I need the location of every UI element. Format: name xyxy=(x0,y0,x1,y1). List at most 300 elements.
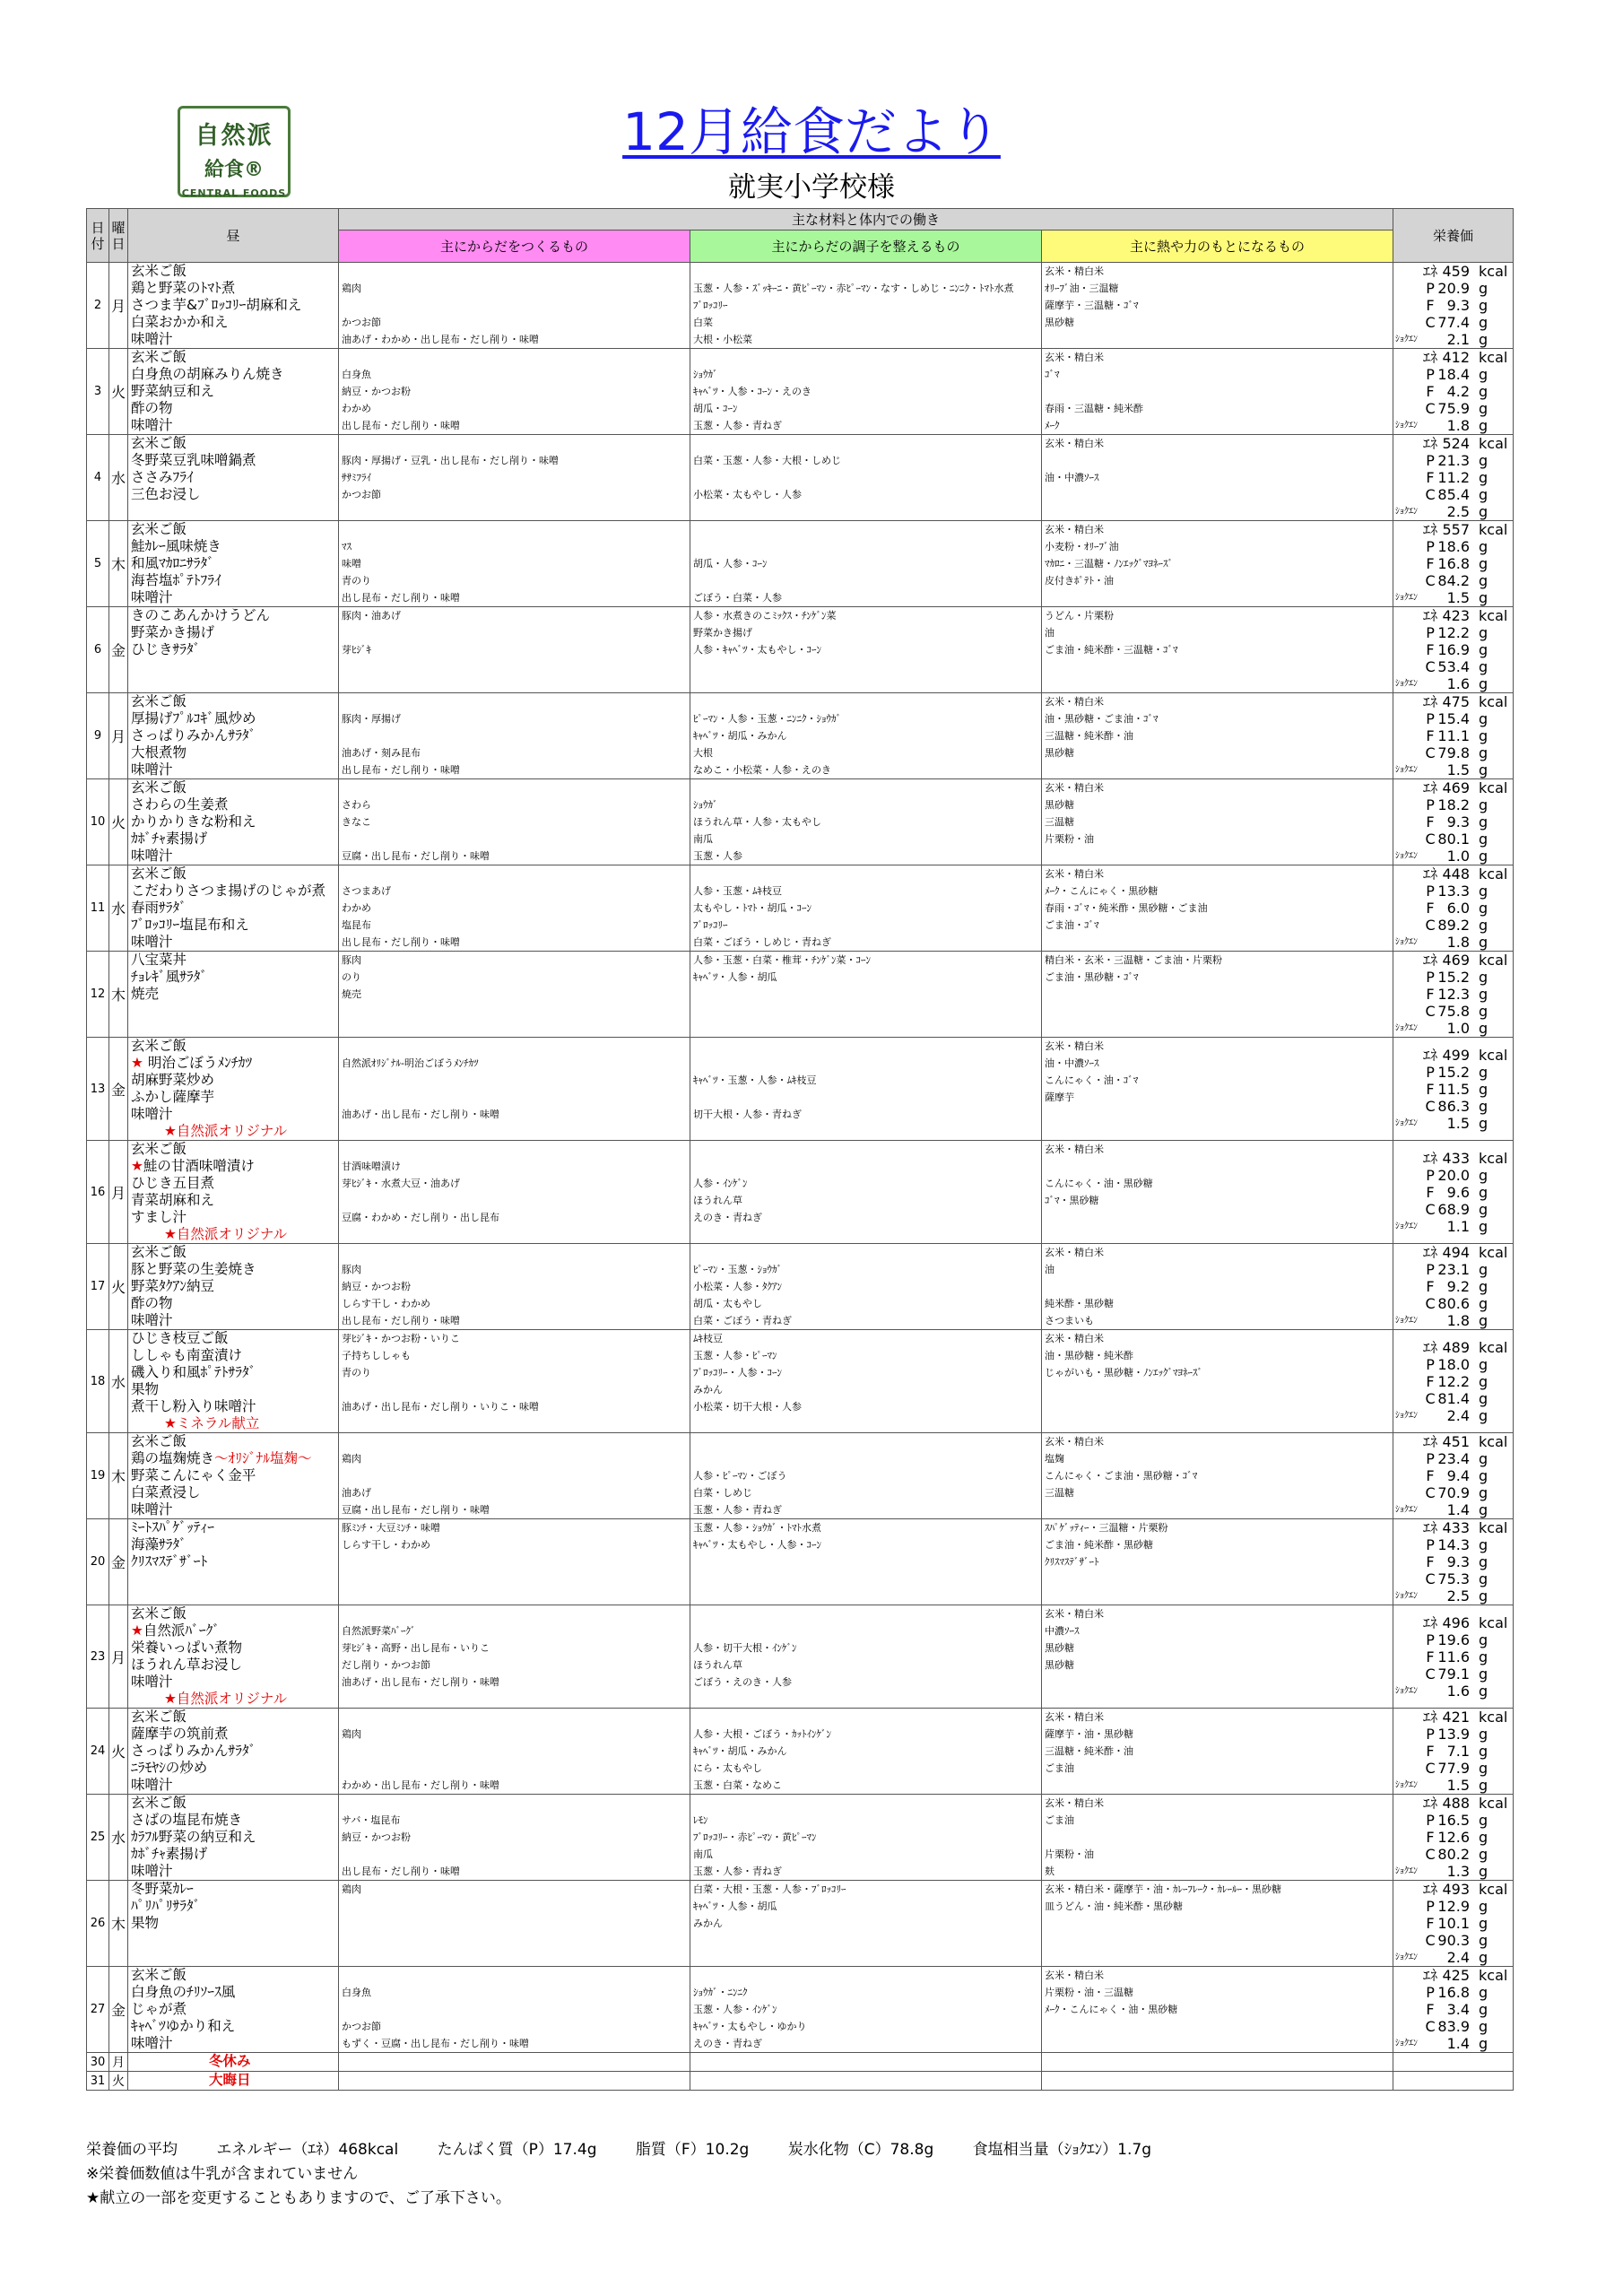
nutrient-unit: g xyxy=(1479,624,1488,641)
menu-cell xyxy=(128,693,339,779)
material-line xyxy=(339,1587,690,1605)
menu-text: 豚と野菜の生姜焼き xyxy=(131,1261,256,1277)
nutrient-key: P xyxy=(1426,1167,1435,1184)
build-cell xyxy=(339,1881,690,1967)
nutrient-value: 75.3 xyxy=(1437,1570,1471,1587)
nutrient-unit: g xyxy=(1479,1743,1488,1760)
material-line: 玄米・精白米 xyxy=(1045,868,1104,880)
material-line: 豚肉 xyxy=(342,1264,361,1275)
nutrient-value: 18.6 xyxy=(1437,538,1471,555)
menu-item xyxy=(128,1915,338,1932)
nutrient-value: 13.9 xyxy=(1437,1726,1471,1743)
nutrient-key: P xyxy=(1426,1898,1435,1915)
material-line xyxy=(690,1587,1041,1605)
material-line: かつお節 xyxy=(342,489,381,500)
material-line: 皮付きﾎﾟﾃﾄ・油 xyxy=(1045,575,1114,587)
energy-cell xyxy=(1042,1330,1393,1433)
nutrient-value: 21.3 xyxy=(1437,452,1471,469)
nutrient-row xyxy=(1393,710,1513,727)
material-line: 出し昆布・だし削り・味噌 xyxy=(342,764,460,776)
build-cell xyxy=(339,349,690,435)
material-line: 甘酒味噌漬け xyxy=(342,1161,401,1172)
weekday-cell: 水 xyxy=(109,1330,128,1433)
nutrient-row xyxy=(1393,1932,1513,1949)
build-cell xyxy=(339,521,690,607)
nutrient-unit: g xyxy=(1479,555,1488,572)
material-line: 麸 xyxy=(1045,1866,1055,1877)
material-line xyxy=(690,538,1041,555)
material-line: 玉葱・人参 xyxy=(693,850,742,862)
material-line xyxy=(1042,658,1393,675)
material-line: ほうれん草・人参・太もやし xyxy=(693,816,821,828)
material-line: のり xyxy=(342,971,361,983)
page-title-text: 12月給食だより xyxy=(622,101,1001,162)
nutrient-key: ｴﾈ xyxy=(1423,1339,1438,1356)
nutrient-value: 12.6 xyxy=(1437,1829,1471,1846)
nutrient-unit: g xyxy=(1479,1064,1488,1081)
menu-item xyxy=(128,331,338,348)
build-cell xyxy=(339,1330,690,1433)
nutrient-unit: kcal xyxy=(1479,1795,1508,1812)
nutrient-key: P xyxy=(1426,538,1435,555)
material-line xyxy=(339,521,690,538)
nutrient-row xyxy=(1393,1984,1513,2001)
nutrient-row xyxy=(1393,486,1513,503)
menu-item xyxy=(128,1709,338,1726)
nutrient-unit: g xyxy=(1479,486,1488,503)
material-line: 純米酢・黒砂糖 xyxy=(1045,1298,1114,1309)
day-row xyxy=(87,263,1514,349)
material-line: 豚ﾐﾝﾁ・大豆ﾐﾝﾁ・味噌 xyxy=(342,1522,440,1534)
material-line: 白身魚 xyxy=(342,1987,371,1998)
menu-item xyxy=(128,865,338,883)
nutrient-value: 75.9 xyxy=(1437,400,1471,417)
material-line: 玉葱・人参・ｽﾞｯｷｰﾆ・黄ﾋﾟｰﾏﾝ・赤ﾋﾟｰﾏﾝ・なす・しめじ・ﾆﾝﾆｸ・ﾄﾏﾄ水煮 xyxy=(693,283,1014,294)
nutrient-value: 2.1 xyxy=(1446,331,1471,348)
nutrient-value: 15.2 xyxy=(1437,969,1471,986)
nutrient-unit: g xyxy=(1479,1683,1488,1700)
menu-cell xyxy=(128,1795,339,1881)
nutrient-value: 499 xyxy=(1442,1047,1471,1064)
weekday-cell: 月 xyxy=(109,1141,128,1244)
day-row xyxy=(87,1244,1514,1330)
nutrient-value: 1.5 xyxy=(1446,1777,1471,1794)
nutrient-value: 448 xyxy=(1442,865,1471,883)
menu-cell xyxy=(128,1709,339,1795)
nutrient-unit: g xyxy=(1479,1278,1488,1295)
nutrient-row xyxy=(1393,1244,1513,1261)
nutrient-row xyxy=(1393,1373,1513,1390)
menu-cell xyxy=(128,1881,339,1967)
date-cell: 12 xyxy=(87,952,109,1038)
nutrient-key: ｼｮｸｴﾝ xyxy=(1395,679,1419,689)
material-line: ｽﾊﾟｹﾞｯﾃｨｰ・三温糖・片栗粉 xyxy=(1045,1522,1168,1534)
nutrient-value: 2.4 xyxy=(1446,1407,1471,1424)
nutrient-value: 9.3 xyxy=(1446,1553,1471,1570)
nutrient-unit: g xyxy=(1479,1450,1488,1467)
material-line: 出し昆布・だし削り・味噌 xyxy=(342,936,460,948)
nutrient-unit: kcal xyxy=(1479,952,1508,969)
nutrient-row xyxy=(1393,435,1513,452)
day-row xyxy=(87,1605,1514,1709)
menu-text: さつま芋&ﾌﾞﾛｯｺﾘｰ胡麻和え xyxy=(131,297,302,313)
nutrient-value: 7.1 xyxy=(1446,1743,1471,1760)
nutrient-value: 12.9 xyxy=(1437,1898,1471,1915)
energy-cell xyxy=(1042,1709,1393,1795)
material-line: ごま油・純米酢・黒砂糖 xyxy=(1045,1539,1153,1551)
nutrient-unit: kcal xyxy=(1479,1047,1508,1064)
material-line: サバ・塩昆布 xyxy=(342,1814,401,1826)
menu-cell xyxy=(128,2053,339,2072)
menu-table xyxy=(86,208,1514,2091)
nutrient-value: 86.3 xyxy=(1437,1098,1471,1115)
material-line xyxy=(1042,1777,1393,1794)
nutrient-unit: g xyxy=(1479,1467,1488,1484)
nutrient-value: 19.6 xyxy=(1437,1631,1471,1648)
menu-text: 味噌汁 xyxy=(131,1106,173,1122)
nutrient-key: P xyxy=(1426,1356,1435,1373)
material-line: かつお節 xyxy=(342,317,381,328)
empty-cell xyxy=(1042,2053,1393,2072)
nutrient-key: ｼｮｸｴﾝ xyxy=(1395,507,1419,517)
material-line xyxy=(1042,331,1393,348)
nutrient-key: ｼｮｸｴﾝ xyxy=(1395,1411,1419,1421)
menu-text: 冬野菜豆乳味噌鍋煮 xyxy=(131,452,256,468)
date-cell: 27 xyxy=(87,1967,109,2053)
nutrition-cell xyxy=(1393,1244,1514,1330)
nutrient-key: F xyxy=(1426,986,1435,1003)
day-row xyxy=(87,1038,1514,1141)
menu-text: 白菜おかか和え xyxy=(131,314,229,330)
avg-label: 栄養価の平均 xyxy=(86,2141,178,2159)
material-line: 胡瓜・人参・ｺｰﾝ xyxy=(693,558,768,570)
material-line xyxy=(1042,1106,1393,1123)
menu-item xyxy=(128,1330,338,1347)
material-line: 人参・ｲﾝｹﾞﾝ xyxy=(693,1178,748,1189)
material-line: 人参・ｷｬﾍﾞﾂ・太もやし・ｺｰﾝ xyxy=(693,644,821,656)
nutrient-row xyxy=(1393,1631,1513,1648)
nutrient-row xyxy=(1393,1881,1513,1898)
menu-text: 明治ごぼうﾒﾝﾁｶﾂ xyxy=(143,1055,253,1071)
build-cell xyxy=(339,1795,690,1881)
material-line xyxy=(690,1570,1041,1587)
nutrient-key: F xyxy=(1426,1467,1435,1484)
nutrient-value: 557 xyxy=(1442,521,1471,538)
weekday-cell: 水 xyxy=(109,435,128,521)
menu-text: こだわりさつま揚げのじゃが煮 xyxy=(131,883,326,899)
menu-item xyxy=(128,1003,338,1020)
material-line xyxy=(690,693,1041,710)
material-line: わかめ xyxy=(342,403,371,414)
menu-cell xyxy=(128,435,339,521)
menu-item xyxy=(128,366,338,383)
header-body-regulating: 主にからだの調子を整えるもの xyxy=(690,230,1042,263)
nutrition-cell xyxy=(1393,263,1514,349)
material-line: 油あげ・わかめ・出し昆布・だし削り・味噌 xyxy=(342,334,539,345)
nutrient-value: 1.5 xyxy=(1446,589,1471,606)
menu-item xyxy=(128,831,338,848)
menu-item xyxy=(128,1760,338,1777)
energy-cell xyxy=(1042,865,1393,952)
regulate-cell xyxy=(690,1433,1042,1519)
nutrient-key: F xyxy=(1426,1081,1435,1098)
material-line: ﾌﾞﾛｯｺﾘｰ・人参・ｺｰﾝ xyxy=(693,1367,782,1378)
menu-text: 玄米ご飯 xyxy=(131,521,187,537)
material-line: 南瓜 xyxy=(693,833,713,845)
menu-item xyxy=(128,1932,338,1949)
nutrient-row xyxy=(1393,1915,1513,1932)
nutrient-key: ｼｮｸｴﾝ xyxy=(1395,421,1419,430)
holiday-row xyxy=(87,2072,1514,2091)
regulate-cell xyxy=(690,1605,1042,1709)
menu-item xyxy=(128,1881,338,1898)
material-line: 人参・玉葱・白菜・椎茸・ﾁﾝｹﾞﾝ菜・ｺｰﾝ xyxy=(693,954,871,966)
material-line: ｷｬﾍﾞﾂ・人参・胡瓜 xyxy=(693,1900,777,1912)
menu-item xyxy=(128,1175,338,1192)
nutrient-row xyxy=(1393,589,1513,606)
material-line xyxy=(1042,1829,1393,1846)
nutrient-row xyxy=(1393,693,1513,710)
material-line xyxy=(1042,1003,1393,1020)
menu-item xyxy=(128,1674,338,1691)
nutrient-unit: g xyxy=(1479,503,1488,520)
material-line: 白菜 xyxy=(693,317,713,328)
menu-item xyxy=(128,555,338,572)
holiday-row xyxy=(87,2053,1514,2072)
material-line: みかん xyxy=(693,1384,723,1396)
material-line: ﾋﾟｰﾏﾝ・人参・玉葱・ﾆﾝﾆｸ・ｼｮｳｶﾞ xyxy=(693,713,841,725)
build-cell xyxy=(339,1038,690,1141)
menu-text: 味噌汁 xyxy=(131,1674,173,1690)
menu-item xyxy=(128,1261,338,1278)
nutrient-key: C xyxy=(1425,400,1436,417)
nutrient-value: 421 xyxy=(1442,1709,1471,1726)
date-cell: 24 xyxy=(87,1709,109,1795)
material-line: 納豆・かつお粉 xyxy=(342,386,411,397)
nutrient-row xyxy=(1393,1553,1513,1570)
nutrient-key: ｼｮｸｴﾝ xyxy=(1395,1686,1419,1696)
menu-item xyxy=(128,900,338,917)
header-main-materials: 主な材料と体内での働き xyxy=(339,209,1393,230)
nutrient-value: 451 xyxy=(1442,1433,1471,1450)
nutrient-value: 489 xyxy=(1442,1339,1471,1356)
avg-energy: エネルギー（ｴﾈ）468kcal xyxy=(216,2141,399,2159)
material-line: 人参・ﾋﾟｰﾏﾝ・ごぼう xyxy=(693,1470,787,1482)
material-line xyxy=(339,349,690,366)
menu-text: 玄米ご飯 xyxy=(131,435,187,451)
menu-text: 野菜こんにゃく金平 xyxy=(131,1467,256,1483)
menu-text: 玄米ご飯 xyxy=(131,1967,187,1983)
menu-item xyxy=(128,1295,338,1312)
nutrition-cell xyxy=(1393,865,1514,952)
material-line xyxy=(690,1226,1041,1243)
nutrition-cell xyxy=(1393,693,1514,779)
nutrient-unit: g xyxy=(1479,1201,1488,1218)
nutrient-unit: g xyxy=(1479,572,1488,589)
regulate-cell xyxy=(690,1244,1042,1330)
nutrient-key: F xyxy=(1426,900,1435,917)
material-line xyxy=(1042,1398,1393,1415)
menu-text: ｶﾎﾞﾁｬ素揚げ xyxy=(131,831,208,847)
holiday-label: 冬休み xyxy=(209,2053,251,2069)
menu-item xyxy=(128,624,338,641)
menu-text: 自然派ﾊﾞｰｸﾞ xyxy=(143,1622,221,1639)
nutrient-unit: g xyxy=(1479,744,1488,761)
material-line: 玄米・精白米 xyxy=(1045,1436,1104,1448)
nutrient-unit: kcal xyxy=(1479,865,1508,883)
material-line xyxy=(339,1898,690,1915)
menu-item xyxy=(128,1106,338,1123)
menu-item xyxy=(128,1055,338,1072)
material-line xyxy=(339,1932,690,1949)
material-line: 玄米・精白米 xyxy=(1045,265,1104,277)
material-line xyxy=(1042,1158,1393,1175)
date-cell: 10 xyxy=(87,779,109,865)
menu-text: ★自然派オリジナル xyxy=(164,1123,288,1139)
menu-item xyxy=(128,383,338,400)
material-line xyxy=(690,349,1041,366)
material-line xyxy=(690,1967,1041,1984)
material-line: 油・黒砂糖・純米酢 xyxy=(1045,1350,1133,1361)
nutrition-cell xyxy=(1393,1881,1514,1967)
date-cell: 11 xyxy=(87,865,109,952)
avg-salt: 食塩相当量（ｼｮｸｴﾝ）1.7g xyxy=(972,2141,1151,2159)
energy-cell xyxy=(1042,1605,1393,1709)
material-line: 皿うどん・油・純米酢・黒砂糖 xyxy=(1045,1900,1183,1912)
menu-text: ひじきｻﾗﾀﾞ xyxy=(131,641,201,657)
nutrient-value: 53.4 xyxy=(1437,658,1471,675)
menu-text: すまし汁 xyxy=(131,1209,187,1225)
material-line xyxy=(690,1450,1041,1467)
material-line: 鶏肉 xyxy=(342,1728,361,1740)
nutrient-unit: g xyxy=(1479,2018,1488,2035)
regulate-cell xyxy=(690,1709,1042,1795)
nutrient-row xyxy=(1393,917,1513,934)
nutrient-unit: g xyxy=(1479,417,1488,434)
nutrient-value: 1.0 xyxy=(1446,1020,1471,1037)
nutrient-unit: g xyxy=(1479,1536,1488,1553)
build-cell xyxy=(339,1433,690,1519)
menu-item xyxy=(128,1691,338,1708)
material-line: 薩摩芋 xyxy=(1045,1091,1074,1103)
material-line: さつまいも xyxy=(1045,1315,1094,1326)
menu-item xyxy=(128,710,338,727)
material-line: 白身魚 xyxy=(342,369,371,380)
material-line xyxy=(1042,1587,1393,1605)
material-line: 玄米・精白米 xyxy=(1045,1144,1104,1155)
weekday-cell: 水 xyxy=(109,865,128,952)
menu-text: 鶏の塩麹焼き xyxy=(131,1450,215,1466)
material-line xyxy=(339,1072,690,1089)
day-row xyxy=(87,1330,1514,1433)
menu-item xyxy=(128,1898,338,1915)
material-line: 三温糖 xyxy=(1045,1487,1074,1499)
nutrient-value: 80.1 xyxy=(1437,831,1471,848)
regulate-cell xyxy=(690,607,1042,693)
material-line xyxy=(339,1415,690,1432)
nutrient-unit: kcal xyxy=(1479,521,1508,538)
nutrient-value: 10.1 xyxy=(1437,1915,1471,1932)
material-line xyxy=(690,1932,1041,1949)
material-line: ごぼう・えのき・人参 xyxy=(693,1676,792,1688)
material-line xyxy=(690,572,1041,589)
nutrient-key: ｼｮｸｴﾝ xyxy=(1395,2039,1419,2048)
menu-text: ししゃも南蛮漬け xyxy=(131,1347,243,1363)
nutrition-average xyxy=(86,2138,1185,2162)
menu-text: 味噌汁 xyxy=(131,417,173,433)
regulate-cell xyxy=(690,521,1042,607)
nutrient-value: 23.4 xyxy=(1437,1450,1471,1467)
material-line: 油あげ・出し昆布・だし削り・味噌 xyxy=(342,1676,499,1688)
menu-item xyxy=(128,1639,338,1657)
menu-item xyxy=(128,1450,338,1467)
nutrient-row xyxy=(1393,1467,1513,1484)
date-cell: 30 xyxy=(87,2053,109,2072)
build-cell xyxy=(339,1244,690,1330)
nutrient-unit: g xyxy=(1479,383,1488,400)
energy-cell xyxy=(1042,1038,1393,1141)
nutrient-unit: g xyxy=(1479,1501,1488,1518)
material-line: 三温糖・純米酢・油 xyxy=(1045,1745,1133,1757)
regulate-cell xyxy=(690,263,1042,349)
nutrient-row xyxy=(1393,986,1513,1003)
menu-text: 玄米ご飯 xyxy=(131,1709,187,1725)
material-line xyxy=(339,1967,690,1984)
material-line: 玄米・精白米 xyxy=(1045,1040,1104,1052)
menu-text: ひじき枝豆ご飯 xyxy=(131,1330,229,1346)
menu-item xyxy=(128,796,338,813)
energy-cell xyxy=(1042,1244,1393,1330)
nutrient-row xyxy=(1393,1295,1513,1312)
nutrient-unit: g xyxy=(1479,761,1488,778)
note-milk: ※栄養価数値は牛乳が含まれていません xyxy=(86,2165,359,2183)
material-line: 黒砂糖 xyxy=(1045,1659,1074,1671)
nutrient-unit: kcal xyxy=(1479,1519,1508,1536)
menu-cell xyxy=(128,2072,339,2091)
nutrient-key: F xyxy=(1426,727,1435,744)
date-cell: 20 xyxy=(87,1519,109,1605)
material-line: 芽ﾋｼﾞｷ xyxy=(342,644,371,656)
material-line: ほうれん草 xyxy=(693,1195,742,1206)
nutrient-key: F xyxy=(1426,1278,1435,1295)
nutrient-key: P xyxy=(1426,1064,1435,1081)
material-line: 白菜・しめじ xyxy=(693,1487,752,1499)
nutrient-row xyxy=(1393,521,1513,538)
material-line: 玄米・精白米 xyxy=(1045,1970,1104,1981)
weekday-cell: 水 xyxy=(109,1795,128,1881)
menu-text: 海苔塩ﾎﾟﾃﾄﾌﾗｲ xyxy=(131,572,221,588)
nutrient-value: 85.4 xyxy=(1437,486,1471,503)
material-line: 白菜・大根・玉葱・人参・ﾌﾞﾛｯｺﾘｰ xyxy=(693,1883,846,1895)
material-line xyxy=(339,1244,690,1261)
menu-item xyxy=(128,1484,338,1501)
menu-item xyxy=(128,314,338,331)
material-line xyxy=(339,1760,690,1777)
material-line xyxy=(1042,1674,1393,1691)
nutrient-value: 18.2 xyxy=(1437,796,1471,813)
day-row xyxy=(87,779,1514,865)
material-line: ﾌﾞﾛｯｺﾘｰ・赤ﾋﾟｰﾏﾝ・黄ﾋﾟｰﾏﾝ xyxy=(693,1831,817,1843)
nutrient-key: ｴﾈ xyxy=(1423,1047,1438,1064)
menu-cell xyxy=(128,1605,339,1709)
nutrient-unit: g xyxy=(1479,280,1488,297)
menu-text: 胡麻野菜炒め xyxy=(131,1072,215,1088)
nutrient-unit: kcal xyxy=(1479,349,1508,366)
material-line xyxy=(339,1467,690,1484)
weekday-cell: 木 xyxy=(109,1433,128,1519)
nutrient-value: 79.1 xyxy=(1437,1665,1471,1683)
nutrient-value: 1.5 xyxy=(1446,761,1471,778)
